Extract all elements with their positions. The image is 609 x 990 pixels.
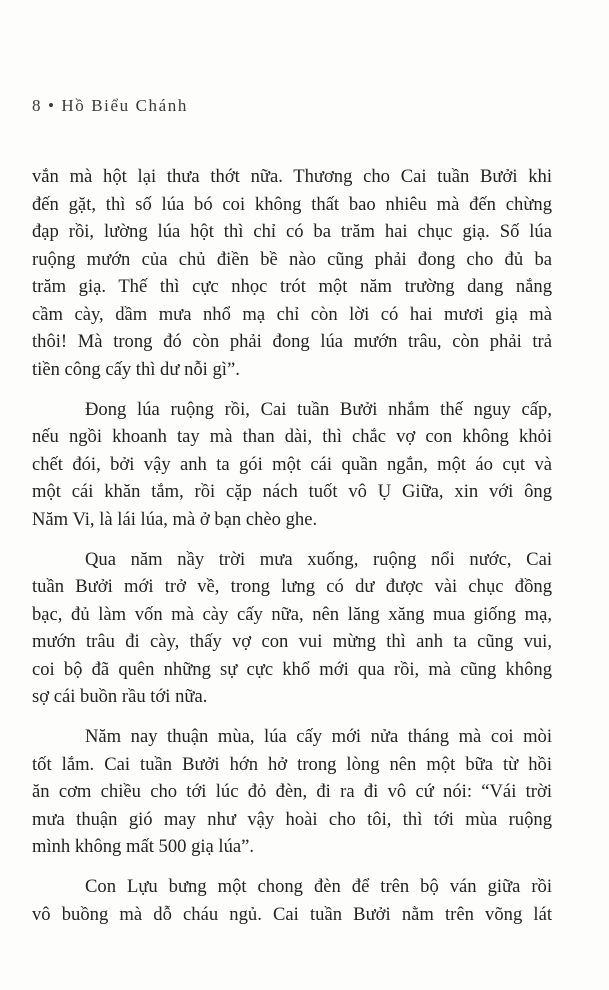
- text-line: thôi! Mà trong đó còn phải đong lúa mướn trâu, còn phải trả: [32, 331, 552, 352]
- text-line: mướn trâu đi cày, thấy vợ con vui mừng thì anh ta cũng vui,: [32, 631, 552, 652]
- text-line: Đong lúa ruộng rồi, Cai tuần Bưởi nhắm thế nguy cấp,: [85, 398, 552, 420]
- text-line: Năm Vi, là lái lúa, mà ở bạn chèo ghe.: [32, 508, 318, 530]
- paragraph: [32, 873, 552, 928]
- text-line: tuần Bưởi mới trở về, trong lưng có dư được vài chục đồng: [32, 576, 552, 597]
- paragraph: [32, 546, 552, 711]
- text-line: mình không mất 500 giạ lúa”.: [32, 836, 255, 857]
- paragraph: [32, 163, 552, 383]
- text-line: chết đói, bởi vậy anh ta gói một cái quần ngắn, một áo cụt và: [32, 453, 552, 475]
- text-line: tốt lắm. Cai tuần Bưởi hớn hở trong lòng nên một bữa từ hồi: [32, 753, 552, 775]
- text-line: Qua năm nầy trời mưa xuống, ruộng nổi nước, Cai: [85, 548, 552, 570]
- paragraph: [32, 723, 552, 861]
- text-line: vô buồng mà dỗ cháu ngủ. Cai tuần Bưởi nằm trên võng lát: [32, 903, 552, 925]
- text-line: ruộng mướn của chủ điền bề nào cũng phải đong cho đủ ba: [32, 248, 552, 270]
- text-line: coi bộ đã quên những sự cực khổ mới qua rồi, mà cũng không: [32, 658, 552, 680]
- page-body: [32, 163, 552, 941]
- text-line: mưa thuận gió may như vậy hoài cho tôi, thì tới mùa ruộng: [32, 808, 552, 830]
- running-header: [32, 96, 188, 116]
- text-line: một cái khăn tắm, rồi cặp nách tuốt vô Ụ Giữa, xin với ông: [32, 481, 552, 502]
- text-line: sợ cái buồn rầu tới nữa.: [32, 686, 208, 707]
- text-line: đạp rồi, lường lúa hột thì chỉ có ba trăm hai chục giạ. Số lúa: [32, 221, 552, 242]
- paragraph: [32, 396, 552, 534]
- text-line: đến gặt, thì số lúa bó coi không thất bao nhiêu mà đến chừng: [32, 193, 552, 215]
- text-line: trăm giạ. Thế thì cực nhọc trót một năm trường dang nắng: [32, 276, 552, 297]
- text-line: Con Lựu bưng một chong đèn để trên bộ ván giữa rồi: [85, 876, 552, 897]
- text-line: bạc, đủ làm vốn mà cày cấy nữa, nên lăng xăng mua giống mạ,: [32, 603, 552, 625]
- text-line: ăn cơm chiều cho tới lúc đỏ đèn, đi ra đi vô cứ nói: “Vái trời: [32, 781, 552, 802]
- text-line: Năm nay thuận mùa, lúa cấy mới nửa tháng mà coi mòi: [85, 726, 552, 747]
- author-name: Hồ Biểu Chánh: [61, 96, 188, 115]
- text-line: nếu ngồi khoanh tay mà than dài, thì chắc vợ con không khỏi: [32, 426, 552, 447]
- page-number: 8: [32, 96, 43, 115]
- text-line: cầm cày, dầm mưa nhổ mạ chỉ còn lời có hai mươi giạ mà: [32, 303, 552, 325]
- text-line: vắn mà hột lại thưa thớt nữa. Thương cho Cai tuần Bưởi khi: [32, 166, 552, 187]
- header-separator: •: [47, 96, 56, 115]
- text-line: tiền công cấy thì dư nỗi gì”.: [32, 358, 240, 380]
